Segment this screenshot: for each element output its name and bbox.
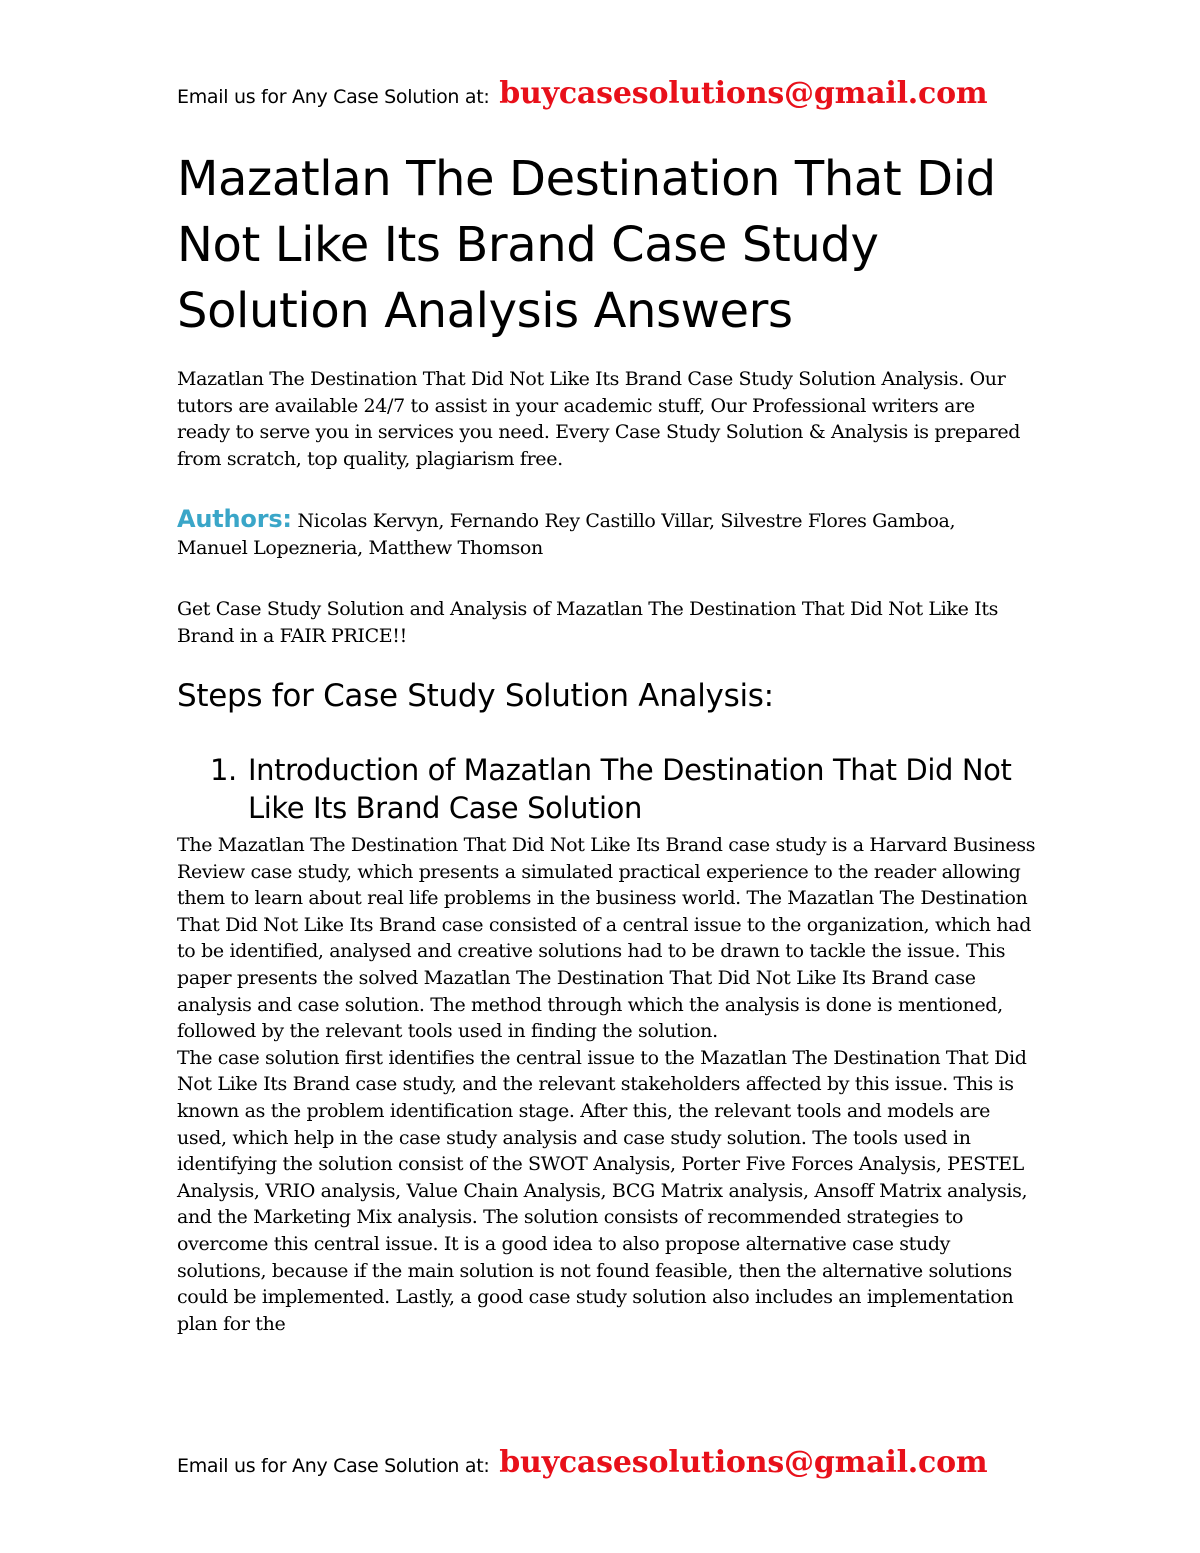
footer-email-address[interactable]: buycasesolutions@gmail.com [499, 1445, 988, 1480]
authors-line [177, 506, 1027, 561]
analysis-paragraph: The case solution first identifies the central issue to the Mazatlan The Destination That Did Not Like Its Brand case study, and the relevant stakeholders affected by this issue. This is known as the problem identification stage. After this, the relevant tools and models are used, which help in the case study analysis and case study solution. The tools used in identifying the solution consist of the SWOT Analysis, Porter Five Forces Analysis, PESTEL Analysis, VRIO analysis, Value Chain Analysis, BCG Matrix analysis, Ansoff Matrix analysis, and the Marketing Mix analysis. The solution consists of recommended strategies to overcome this central issue. It is a good idea to also propose alternative case study solutions, because if the main solution is not found feasible, then the alternative solutions could be implemented. Lastly, a good case study solution also includes an implementation plan for the [177, 1046, 1028, 1335]
footer-email-prompt: Email us for Any Case Solution at: [177, 1455, 490, 1477]
header-email-line [177, 76, 1077, 111]
footer-email-line [177, 1445, 1077, 1480]
header-email-prompt: Email us for Any Case Solution at: [177, 86, 490, 108]
authors-names: Nicolas Kervyn, Fernando Rey Castillo Villar, Silvestre Flores Gamboa, Manuel Lopezneria, Matthew Thomson [177, 510, 956, 559]
analysis-paragraph: The Mazatlan The Destination That Did Not Like Its Brand case study is a Harvard Business Review case study, which presents a simulated practical experience to the reader allowing them to learn about real life problems in the business world. The Mazatlan The Destination That Did Not Like Its Brand case consisted of a central issue to the organization, which had to be identified, analysed and creative solutions had to be drawn to tackle the issue. This paper presents the solved Mazatlan The Destination That Did Not Like Its Brand case analysis and case solution. The method through which the analysis is done is mentioned, followed by the relevant tools used in finding the solution. [177, 834, 1036, 1043]
document-title: Mazatlan The Destination That Did Not Like Its Brand Case Study Solution Analysis Answers [177, 151, 996, 339]
analysis-section [177, 832, 1037, 1337]
steps-heading: Steps for Case Study Solution Analysis: [177, 678, 774, 714]
offer-paragraph: Get Case Study Solution and Analysis of Mazatlan The Destination That Did Not Like Its Brand in a FAIR PRICE!! [177, 598, 999, 647]
step-1-heading [210, 751, 1030, 827]
intro-paragraph: Mazatlan The Destination That Did Not Like Its Brand Case Study Solution Analysis. Our tutors are available 24/7 to assist in your academic stuff, Our Professional writers are ready to serve you in services you need. Every Case Study Solution & Analysis is prepared from scratch, top quality, plagiarism free. [177, 368, 1021, 470]
step-1-number: 1. [210, 753, 237, 787]
step-1-title: Introduction of Mazatlan The Destination That Did Not Like Its Brand Case Solution [248, 753, 1012, 825]
header-email-address[interactable]: buycasesolutions@gmail.com [499, 76, 988, 111]
authors-label: Authors: [177, 505, 292, 533]
